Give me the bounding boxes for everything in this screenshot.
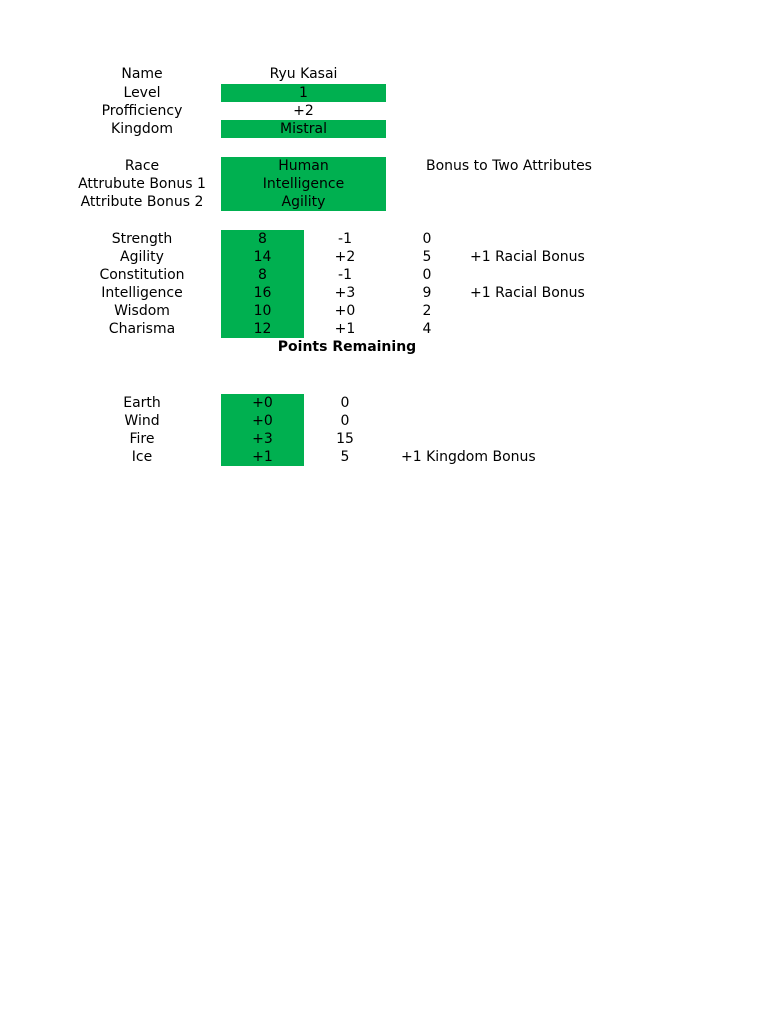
attribute-cost: 4 [422, 321, 432, 337]
element-label: Wind [124, 413, 160, 429]
element-cost: 0 [340, 395, 350, 411]
attribute-cost: 9 [422, 285, 432, 301]
element-label: Earth [123, 395, 161, 411]
attribute-bonus-1-value[interactable]: Intelligence [221, 175, 386, 193]
element-note [401, 412, 621, 430]
kingdom-label: Kingdom [111, 121, 173, 137]
attribute-note [470, 230, 670, 248]
attribute-cost: 0 [422, 231, 432, 247]
attribute-bonus-1-label: Attrubute Bonus 1 [78, 176, 206, 192]
attribute-modifier: +1 [334, 321, 356, 337]
element-value[interactable]: +0 [221, 394, 304, 412]
attribute-score[interactable]: 16 [221, 284, 304, 302]
attribute-cost: 5 [422, 249, 432, 265]
element-cost: 5 [340, 449, 350, 465]
name-label: Name [121, 66, 163, 82]
attribute-cost: 0 [422, 267, 432, 283]
attribute-label: Constitution [99, 267, 185, 283]
attribute-label: Agility [120, 249, 164, 265]
attribute-score[interactable]: 10 [221, 302, 304, 320]
attribute-label: Intelligence [101, 285, 183, 301]
attribute-modifier: +0 [334, 303, 356, 319]
attribute-score[interactable]: 8 [221, 266, 304, 284]
attribute-label: Charisma [108, 321, 176, 337]
race-value[interactable]: Human [221, 157, 386, 175]
element-note [401, 394, 621, 412]
element-cost: 0 [340, 413, 350, 429]
attribute-score[interactable]: 14 [221, 248, 304, 266]
element-cost: 15 [336, 431, 354, 447]
attribute-modifier: +3 [334, 285, 356, 301]
element-note [401, 430, 621, 448]
attribute-note: +1 Racial Bonus [470, 249, 585, 265]
proficiency-label: Profficiency [101, 103, 183, 119]
attribute-modifier: -1 [338, 267, 352, 283]
name-value[interactable]: Ryu Kasai [269, 66, 338, 82]
element-note: +1 Kingdom Bonus [401, 449, 536, 465]
proficiency-value[interactable]: +2 [293, 103, 314, 119]
element-value[interactable]: +1 [221, 448, 304, 466]
attribute-note [470, 320, 670, 338]
attribute-label: Wisdom [114, 303, 170, 319]
attribute-note [470, 302, 670, 320]
attribute-modifier: +2 [334, 249, 356, 265]
attribute-bonus-2-value[interactable]: Agility [221, 193, 386, 211]
kingdom-value[interactable]: Mistral [221, 120, 386, 138]
attribute-modifier: -1 [338, 231, 352, 247]
attribute-score[interactable]: 12 [221, 320, 304, 338]
attribute-note: +1 Racial Bonus [470, 285, 585, 301]
element-value[interactable]: +0 [221, 412, 304, 430]
level-value[interactable]: 1 [221, 84, 386, 102]
element-value[interactable]: +3 [221, 430, 304, 448]
race-note: Bonus to Two Attributes [426, 158, 592, 174]
attribute-label: Strength [111, 231, 173, 247]
element-label: Ice [131, 449, 153, 465]
element-label: Fire [129, 431, 155, 447]
attribute-score[interactable]: 8 [221, 230, 304, 248]
points-remaining-label: Points Remaining [277, 339, 417, 355]
attribute-note [470, 266, 670, 284]
attribute-bonus-2-label: Attribute Bonus 2 [80, 194, 204, 210]
race-label: Race [124, 158, 160, 174]
attribute-cost: 2 [422, 303, 432, 319]
level-label: Level [123, 85, 161, 101]
